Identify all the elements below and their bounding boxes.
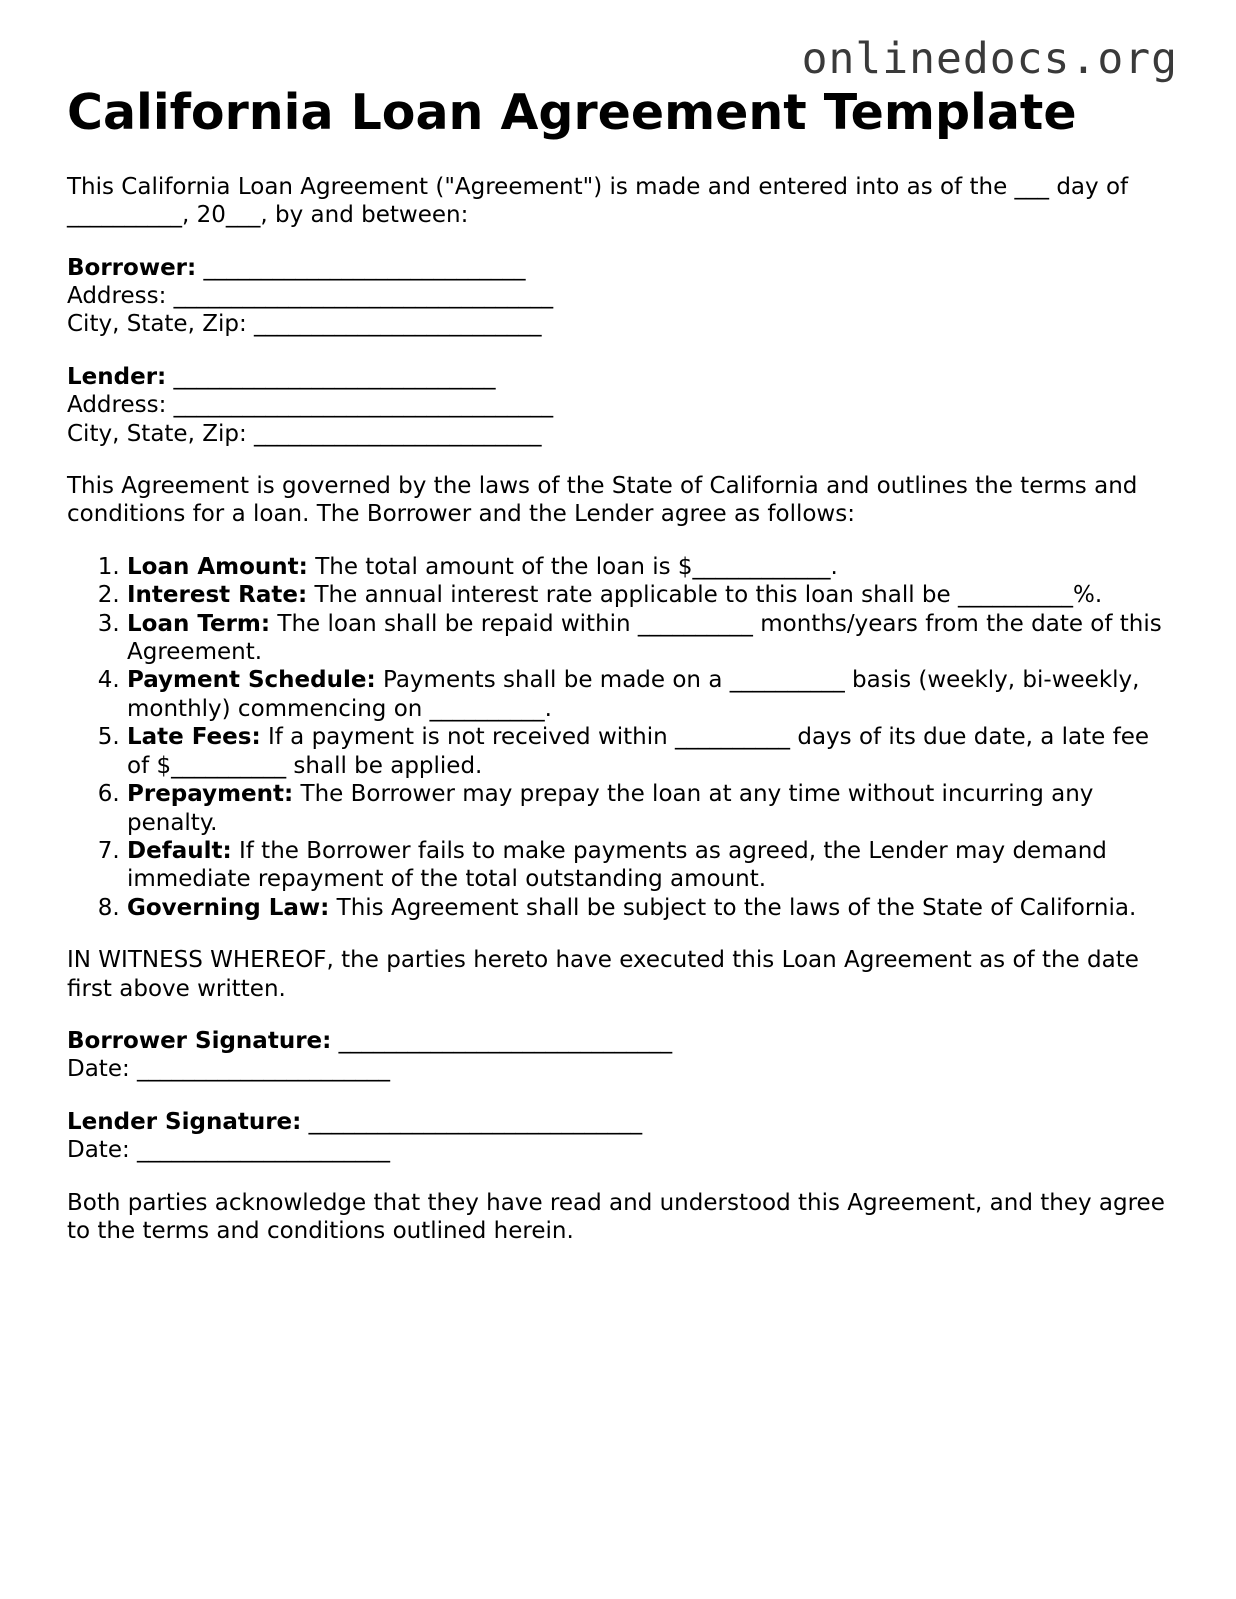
term-item	[127, 581, 1177, 609]
term-label: Governing Law:	[127, 894, 330, 921]
document-title: California Loan Agreement Template	[67, 84, 1077, 141]
borrower-city-line	[67, 310, 1177, 338]
acknowledgement-paragraph: Both parties acknowledge that they have read and understood this Agreement, and they agree to the terms and conditions outlined herein.	[67, 1189, 1165, 1244]
term-item	[127, 610, 1177, 667]
term-text: The Borrower may prepay the loan at any time without incurring any penalty.	[127, 781, 1094, 836]
term-item	[127, 553, 1177, 581]
borrower-date-label: Date:	[67, 1056, 130, 1083]
lender-signature-block	[67, 1108, 1177, 1165]
document-page	[67, 84, 1177, 1245]
lender-signature-line	[67, 1108, 1177, 1136]
intro-paragraph: This California Loan Agreement ("Agreement") is made and entered into as of the ___ day of __________, 20___, by and between:	[67, 173, 1129, 229]
term-text: This Agreement shall be subject to the laws of the State of California.	[336, 894, 1137, 921]
term-item	[127, 780, 1177, 837]
term-text: If the Borrower fails to make payments as agreed, the Lender may demand immediate repayment of the total outstanding amount.	[127, 837, 1107, 893]
borrower-name-blank: ____________________________	[203, 254, 526, 281]
term-item	[127, 837, 1177, 894]
borrower-label: Borrower:	[67, 254, 197, 281]
borrower-address-line	[67, 282, 1177, 310]
lender-date-blank: ______________________	[137, 1137, 391, 1164]
term-label: Late Fees:	[127, 724, 261, 751]
term-text: If a payment is not received within __________ days of its due date, a late fee of $__________ shall be applied.	[127, 724, 1150, 779]
term-label: Default:	[127, 837, 232, 864]
borrower-signature-line	[67, 1027, 1177, 1055]
term-text: Payments shall be made on a __________ basis (weekly, bi-weekly, monthly) commencing on __________.	[127, 667, 1140, 722]
term-label: Loan Term:	[127, 610, 271, 637]
lender-signature-label: Lender Signature:	[67, 1108, 302, 1135]
term-label: Prepayment:	[127, 781, 294, 808]
lender-city-line	[67, 420, 1177, 448]
term-item	[127, 666, 1177, 723]
borrower-city-blank: _________________________	[254, 311, 542, 338]
lender-address-line	[67, 391, 1177, 419]
lender-city-label: City, State, Zip:	[67, 420, 247, 447]
term-label: Payment Schedule:	[127, 667, 376, 694]
lender-city-blank: _________________________	[254, 420, 542, 447]
lender-name-blank: ____________________________	[173, 363, 496, 390]
borrower-block	[67, 254, 1177, 339]
borrower-city-label: City, State, Zip:	[67, 311, 247, 338]
borrower-signature-blank: _____________________________	[338, 1027, 673, 1054]
borrower-address-blank: _________________________________	[173, 283, 554, 310]
governing-intro-paragraph: This Agreement is governed by the laws of the State of California and outlines the terms and conditions for a loan. The Borrower and the Lender agree as follows:	[67, 473, 1138, 528]
borrower-address-label: Address:	[67, 283, 167, 310]
term-item	[127, 894, 1177, 922]
witness-paragraph: IN WITNESS WHEREOF, the parties hereto have executed this Loan Agreement as of the date first above written.	[67, 947, 1139, 1002]
lender-date-line	[67, 1136, 1177, 1164]
borrower-name-line	[67, 254, 1177, 282]
term-label: Interest Rate:	[127, 582, 308, 609]
terms-list	[67, 553, 1177, 922]
term-item	[127, 723, 1177, 780]
lender-address-blank: _________________________________	[173, 392, 554, 419]
lender-date-label: Date:	[67, 1137, 130, 1164]
term-text: The annual interest rate applicable to this loan shall be __________%.	[314, 582, 1103, 609]
lender-block	[67, 363, 1177, 448]
borrower-signature-label: Borrower Signature:	[67, 1027, 332, 1054]
lender-address-label: Address:	[67, 392, 167, 419]
term-text: The total amount of the loan is $____________.	[315, 553, 838, 580]
borrower-date-line	[67, 1055, 1177, 1083]
borrower-date-blank: ______________________	[137, 1056, 391, 1083]
term-text: The loan shall be repaid within __________ months/years from the date of this Agreement.	[127, 610, 1162, 666]
lender-signature-blank: _____________________________	[308, 1108, 643, 1135]
site-watermark: onlinedocs.org	[801, 34, 1178, 84]
lender-label: Lender:	[67, 363, 167, 390]
term-label: Loan Amount:	[127, 553, 308, 580]
borrower-signature-block	[67, 1027, 1177, 1084]
lender-name-line	[67, 363, 1177, 391]
